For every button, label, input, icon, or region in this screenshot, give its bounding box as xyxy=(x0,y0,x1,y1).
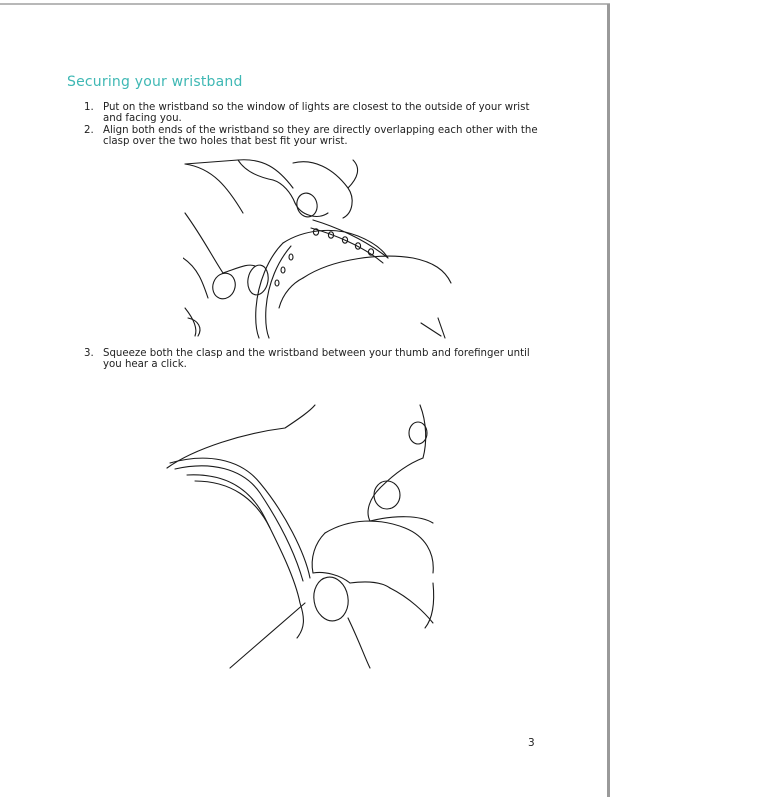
step-number: 2. xyxy=(84,125,94,136)
page-edge-right xyxy=(607,4,610,797)
step-3 xyxy=(84,348,554,372)
page-number: 3 xyxy=(528,737,535,749)
section-heading: Securing your wristband xyxy=(67,74,243,90)
step-1 xyxy=(84,102,554,126)
wristband-clasp-illustration xyxy=(165,403,440,673)
step-2 xyxy=(84,125,554,149)
step-number: 3. xyxy=(84,348,94,359)
page-edge-top xyxy=(0,3,610,5)
step-number: 1. xyxy=(84,102,94,113)
step-text: Align both ends of the wristband so they are directly overlapping each other with the clasp over the two holes that best fit your wrist. xyxy=(103,125,538,147)
wristband-alignment-illustration xyxy=(183,158,458,340)
step-text: Squeeze both the clasp and the wristband between your thumb and forefinger until you hear a click. xyxy=(103,348,530,370)
step-text: Put on the wristband so the window of lights are closest to the outside of your wrist and facing you. xyxy=(103,102,530,124)
